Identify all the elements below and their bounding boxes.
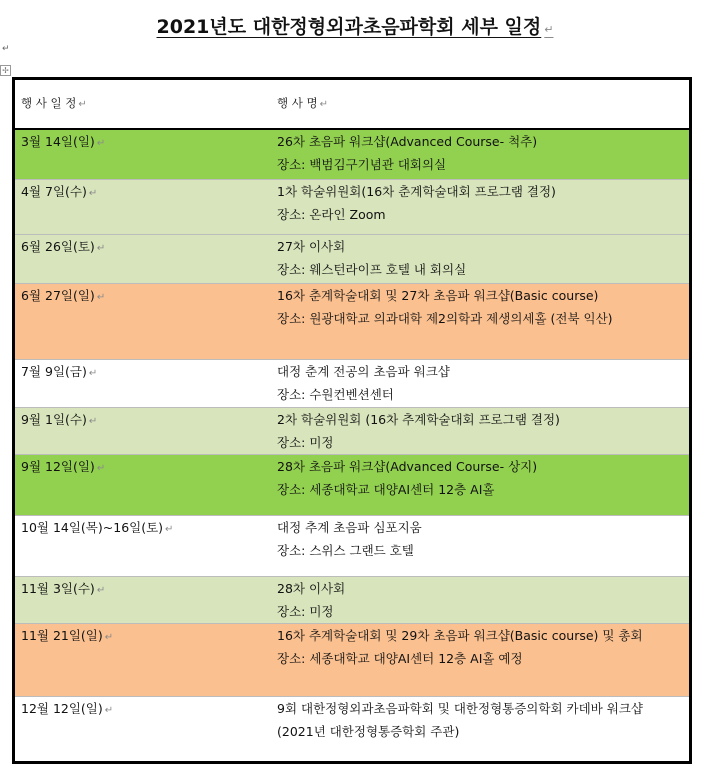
event-date: 7월 9일(금) ↵ — [14, 359, 274, 407]
table-row — [14, 623, 691, 696]
event-date: 3월 14일(일) ↵ — [14, 129, 274, 179]
event-detail: 대정 추계 초음파 심포지움 장소: 스위스 그랜드 호텔 — [273, 515, 691, 576]
paragraph-mark-icon: ↵ — [544, 23, 554, 36]
paragraph-mark-icon: ↵ — [2, 44, 10, 54]
table-move-handle-icon[interactable]: ✢ — [0, 65, 11, 76]
schedule-table — [12, 77, 692, 764]
table-row — [14, 283, 691, 359]
table-row — [14, 234, 691, 283]
table-row — [14, 407, 691, 454]
table-row — [14, 454, 691, 515]
event-detail: 16차 춘계학술대회 및 27차 초음파 워크샵(Basic course) 장소: 원광대학교 의과대학 제2의학과 제생의세홀 (전북 익산) — [273, 283, 691, 359]
event-date: 9월 1일(수) ↵ — [14, 407, 274, 454]
event-detail: 9회 대한정형외과초음파학회 및 대한정형통증의학회 카데바 워크샵 (2021년 대한정형통증학회 주관) — [273, 696, 691, 762]
table-row — [14, 515, 691, 576]
event-date: 11월 21일(일) ↵ — [14, 623, 274, 696]
table-row — [14, 576, 691, 623]
event-detail: 16차 추계학술대회 및 29차 초음파 워크샵(Basic course) 및 총회 장소: 세종대학교 대양AI센터 12층 AI홀 예정 — [273, 623, 691, 696]
event-date: 6월 27일(일) ↵ — [14, 283, 274, 359]
event-date: 11월 3일(수) ↵ — [14, 576, 274, 623]
event-detail: 2차 학술위원회 (16차 추계학술대회 프로그램 결정) 장소: 미정 — [273, 407, 691, 454]
header-date: 행 사 일 정 ↵ — [14, 79, 274, 130]
header-event: 행 사 명 ↵ — [273, 79, 691, 130]
event-detail: 28차 초음파 워크샵(Advanced Course- 상지) 장소: 세종대학교 대양AI센터 12층 AI홀 — [273, 454, 691, 515]
event-date: 10월 14일(목)~16일(토) ↵ — [14, 515, 274, 576]
event-detail: 28차 이사회 장소: 미정 — [273, 576, 691, 623]
table-row — [14, 359, 691, 407]
event-date: 4월 7일(수) ↵ — [14, 179, 274, 234]
document-title — [0, 12, 710, 39]
table-row — [14, 129, 691, 179]
event-date: 9월 12일(일) ↵ — [14, 454, 274, 515]
table-header-row — [14, 79, 691, 130]
event-detail: 대정 춘계 전공의 초음파 워크샵 장소: 수원컨벤션센터 — [273, 359, 691, 407]
table-row — [14, 179, 691, 234]
table-row — [14, 696, 691, 762]
event-detail: 27차 이사회 장소: 웨스턴라이프 호텔 내 회의실 — [273, 234, 691, 283]
title-text: 2021년도 대한정형외과초음파학회 세부 일정 — [156, 16, 542, 38]
event-detail: 26차 초음파 워크샵(Advanced Course- 척추) 장소: 백범김구기념관 대회의실 — [273, 129, 691, 179]
event-date: 12월 12일(일) ↵ — [14, 696, 274, 762]
event-detail: 1차 학술위원회(16차 춘계학술대회 프로그램 결정) 장소: 온라인 Zoom — [273, 179, 691, 234]
event-date: 6월 26일(토) ↵ — [14, 234, 274, 283]
